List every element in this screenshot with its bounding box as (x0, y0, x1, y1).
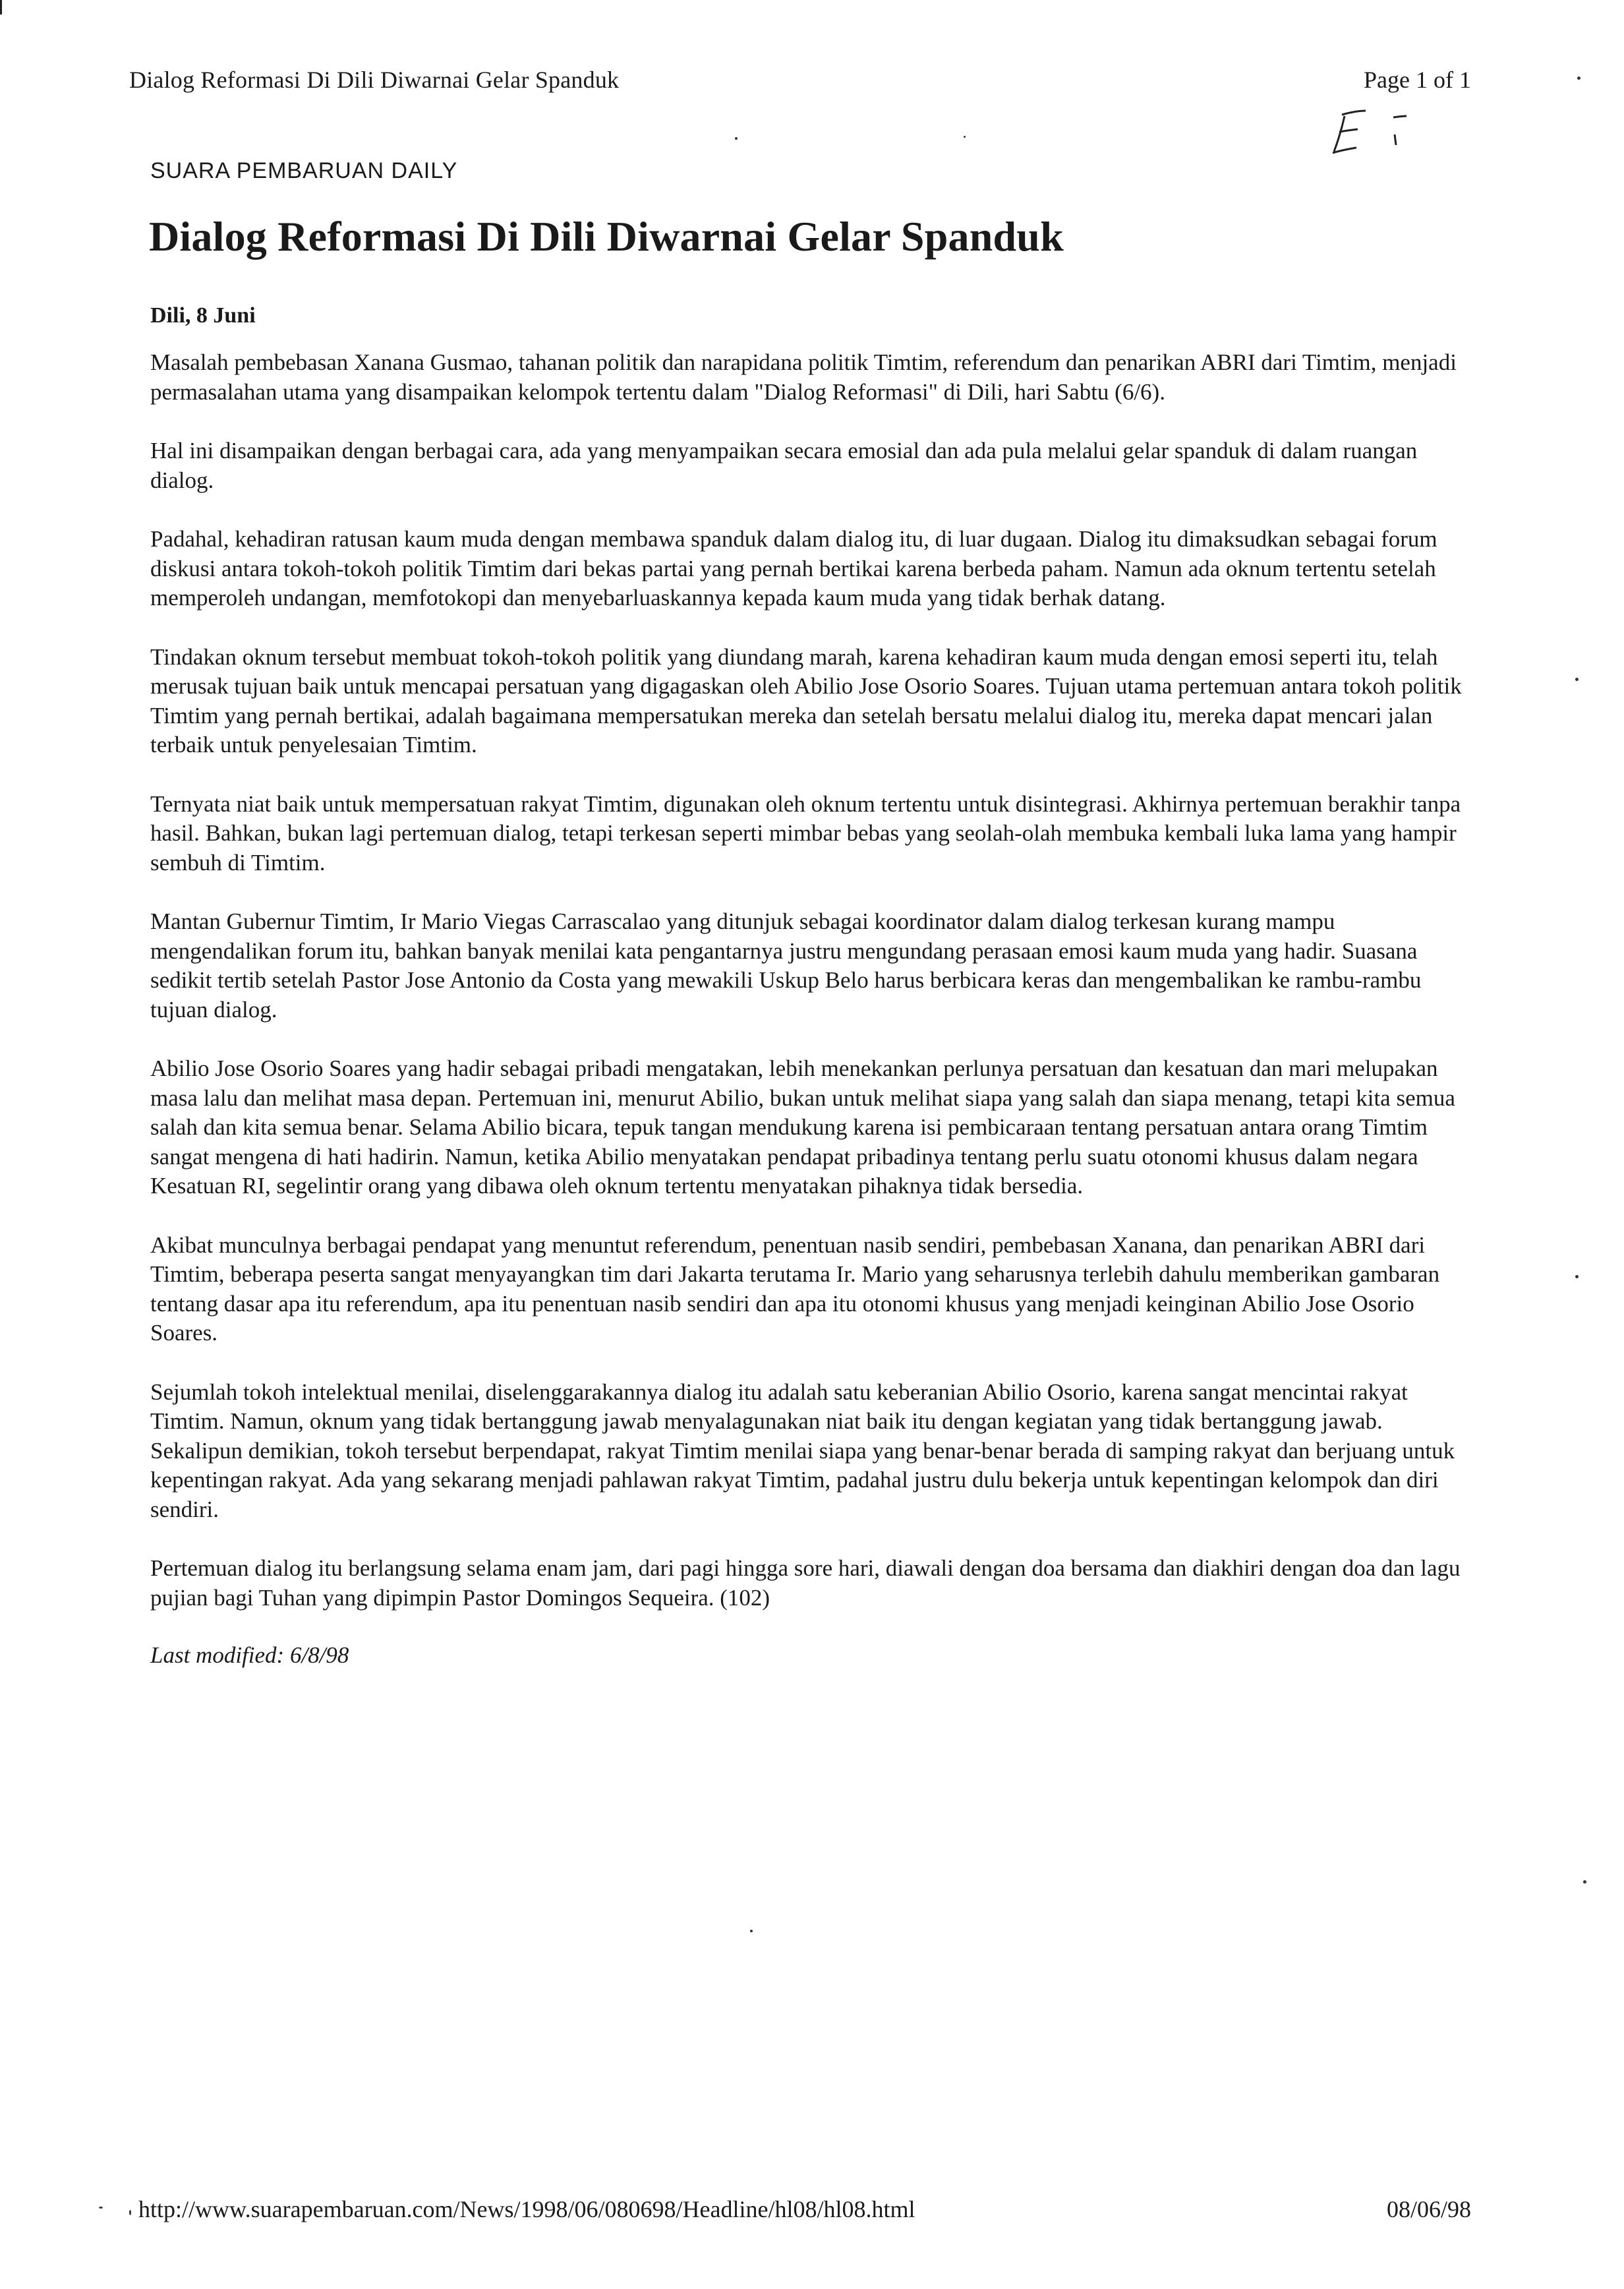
page-header-title: Dialog Reformasi Di Dili Diwarnai Gelar Spanduk (129, 67, 620, 93)
scan-edge-mark (0, 0, 2, 15)
article-paragraph: Abilio Jose Osorio Soares yang hadir sebagai pribadi mengatakan, lebih menekankan perlunya persatuan dan kesatuan dan mari melupakan masa lalu dan melihat masa depan. Pertemuan ini, menurut Abilio, bukan untuk melihat siapa yang salah dan siapa menang, tetapi kita semua salah dan kita semua benar. Selama Abilio bicara, tepuk tangan mendukung karena isi pembicaraan tentang persatuan antara orang Timtim sangat mengena di hati hadirin. Namun, ketika Abilio menyatakan pendapat pribadinya tentang perlu suatu otonomi khusus dalam negara Kesatuan RI, segelintir orang yang dibawa oleh oknum tertentu menyatakan pihaknya tidak bersedia. (150, 1055, 1455, 1199)
article-paragraph: Masalah pembebasan Xanana Gusmao, tahanan politik dan narapidana politik Timtim, referendum dan penarikan ABRI dari Timtim, menjadi permasalahan utama yang disampaikan kelompok tertentu dalam "Dialog Reformasi" di Dili, hari Sabtu (6/6). (150, 349, 1457, 405)
last-modified: Last modified: 6/8/98 (150, 1642, 349, 1668)
scan-speck (964, 136, 966, 138)
article-paragraph: Ternyata niat baik untuk mempersatuan rakyat Timtim, digunakan oleh oknum tertentu untuk disintegrasi. Akhirnya pertemuan berakhir tanpa hasil. Bahkan, bukan lagi pertemuan dialog, tetapi terkesan seperti mimbar bebas yang seolah-olah membuka kembali luka lama yang hampir sembuh di Timtim. (150, 790, 1461, 876)
article-paragraph: Padahal, kehadiran ratusan kaum muda dengan membawa spanduk dalam dialog itu, di luar dugaan. Dialog itu dimaksudkan sebagai forum diskusi antara tokoh-tokoh politik Timtim dari bekas partai yang pernah bertikai karena berbeda paham. Namun ada oknum tertentu setelah memperoleh undangan, memfotokopi dan menyebarluaskannya kepada kaum muda yang tidak berhak datang. (150, 526, 1437, 610)
article-paragraph: Mantan Gubernur Timtim, Ir Mario Viegas Carrascalao yang ditunjuk sebagai koordinator dalam dialog terkesan kurang mampu mengendalikan forum itu, bahkan banyak menilai kata pengantarnya justru mengundang perasaan emosi kaum muda yang hadir. Suasana sedikit tertib setelah Pastor Jose Antonio da Costa yang mewakili Uskup Belo harus berbicara keras dan mengembalikan ke rambu-rambu tujuan dialog. (150, 908, 1422, 1023)
scan-speck (750, 1930, 753, 1932)
article-paragraph: Tindakan oknum tersebut membuat tokoh-tokoh politik yang diundang marah, karena kehadiran kaum muda dengan emosi seperti itu, telah merusak tujuan baik untuk mencapai persatuan yang digagaskan oleh Abilio Jose Osorio Soares. Tujuan utama pertemuan antara tokoh politik Timtim yang pernah bertikai, adalah bagaimana mempersatukan mereka dan setelah bersatu melalui dialog itu, mereka dapat mencari jalan terbaik untuk penyelesaian Timtim. (150, 643, 1462, 758)
scan-speck (1575, 1275, 1579, 1278)
article-paragraph: Hal ini disampaikan dengan berbagai cara, ada yang menyampaikan secara emosial dan ada pula melalui gelar spanduk di dalam ruangan dialog. (150, 438, 1418, 493)
article-title: Dialog Reformasi Di Dili Diwarnai Gelar Spanduk (149, 213, 1064, 260)
article-paragraph: Sejumlah tokoh intelektual menilai, diselenggarakannya dialog itu adalah satu keberanian Abilio Osorio, karena sangat mencintai rakyat Timtim. Namun, oknum yang tidak bertanggung jawab menyalagunakan niat baik itu dengan kegiatan yang tidak bertanggung jawab. Sekalipun demikian, tokoh tersebut berpendapat, rakyat Timtim menilai siapa yang benar-benar berada di samping rakyat dan berjuang untuk kepentingan rakyat. Ada yang sekarang menjadi pahlawan rakyat Timtim, padahal justru dulu bekerja untuk kepentingan kelompok dan diri sendiri. (150, 1379, 1455, 1522)
scan-speck (99, 2207, 103, 2209)
scan-speck (735, 137, 738, 140)
source-url[interactable]: http://www.suarapembaruan.com/News/1998/06/080698/Headline/hl08/hl08.html (138, 2196, 915, 2222)
scan-speck (1577, 76, 1580, 80)
print-date: 08/06/98 (1386, 2196, 1471, 2222)
scan-speck (1575, 678, 1579, 681)
publication-name: SUARA PEMBARUAN DAILY (150, 158, 458, 183)
article-paragraph: Akibat munculnya berbagai pendapat yang menuntut referendum, penentuan nasib sendiri, pembebasan Xanana, dan penarikan ABRI dari Timtim, beberapa peserta sangat menyayangkan tim dari Jakarta terutama Ir. Mario yang seharusnya terlebih dahulu memberikan gambaran tentang dasar apa itu referendum, apa itu penentuan nasib sendiri dan apa itu otonomi khusus yang menjadi keinginan Abilio Jose Osorio Soares. (150, 1232, 1440, 1346)
scan-speck (1583, 1880, 1586, 1884)
dateline: Dili, 8 Juni (150, 303, 256, 328)
handwritten-annotation (1325, 105, 1430, 165)
article-paragraph: Pertemuan dialog itu berlangsung selama enam jam, dari pagi hingga sore hari, diawali dengan doa bersama dan diakhiri dengan doa dan lagu pujian bagi Tuhan yang dipimpin Pastor Domingos Sequeira. (102) (150, 1555, 1461, 1611)
article-body (150, 348, 1475, 1669)
page-number: Page 1 of 1 (1364, 67, 1471, 93)
scan-speck (129, 2210, 131, 2215)
